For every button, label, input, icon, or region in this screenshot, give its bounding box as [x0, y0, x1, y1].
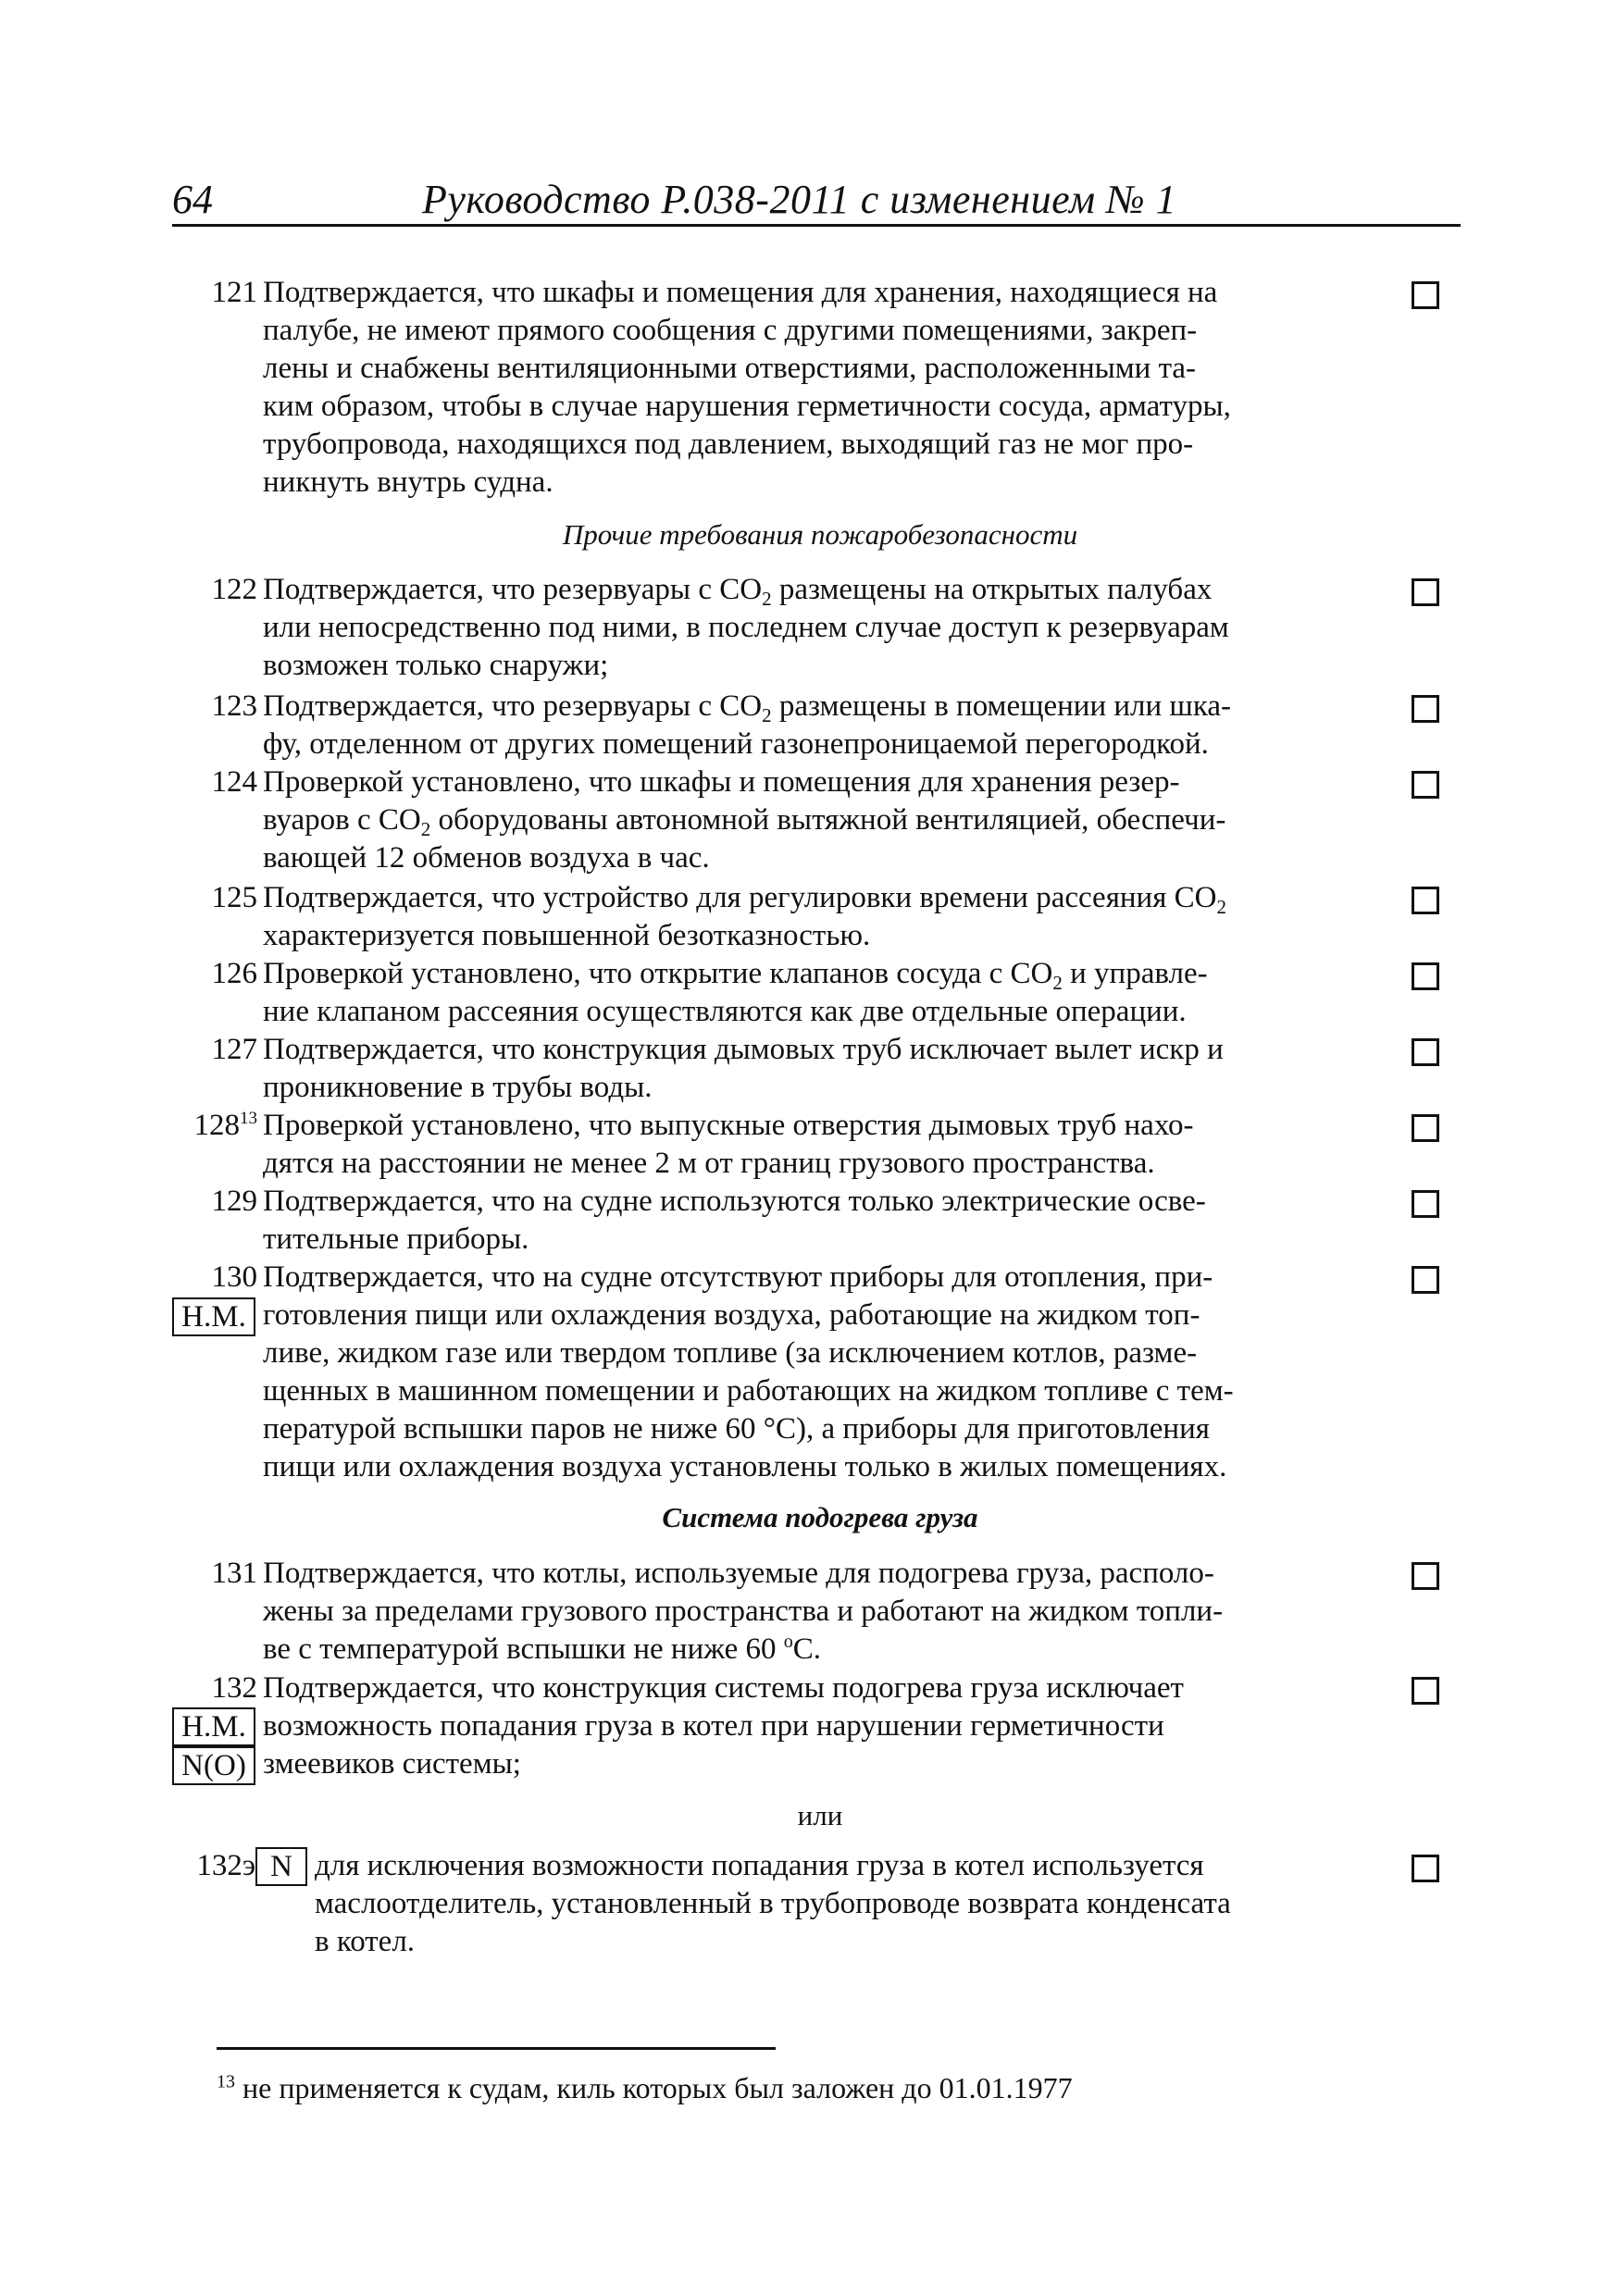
item-text-line: Подтверждается, что котлы, используемые для подогрева груза, располо- — [263, 1557, 1214, 1590]
checklist-item-132e — [172, 1847, 1468, 1961]
checkbox[interactable] — [1412, 1855, 1439, 1882]
item-text-line: фу, отделенном от других помещений газонепроницаемой перегородкой. — [263, 727, 1209, 761]
item-text-line: Подтверждается, что конструкция дымовых труб исключает вылет искр и — [263, 1033, 1224, 1066]
item-text — [257, 879, 1401, 955]
text-part: С. — [792, 1632, 822, 1666]
item-text-line: никнуть внутрь судна. — [263, 465, 554, 499]
text-part: вуаров с CO — [263, 803, 421, 837]
checklist-item-124 — [172, 763, 1468, 877]
n-tag: N — [255, 1847, 307, 1886]
no-tag: N(O) — [172, 1746, 255, 1785]
checklist-item-127 — [172, 1031, 1468, 1107]
item-text-line: тительные приборы. — [263, 1222, 529, 1256]
subscript: 2 — [762, 704, 772, 726]
checkbox[interactable] — [1412, 1038, 1439, 1066]
item-text-line: ливе, жидком газе или твердом топливе (за исключением котлов, разме- — [263, 1336, 1198, 1370]
item-text-line: маслоотделитель, установленный в трубопроводе возврата конденсата — [315, 1887, 1231, 1920]
subscript: 2 — [1052, 972, 1063, 994]
hm-tag: Н.М. — [172, 1297, 255, 1336]
checklist-item-125 — [172, 879, 1468, 955]
item-text — [257, 1259, 1401, 1486]
item-text-line: трубопровода, находящихся под давлением, выходящий газ не мог про- — [263, 428, 1194, 461]
checklist-item-126 — [172, 955, 1468, 1031]
item-text-line: для исключения возможности попадания груза в котел используется — [315, 1849, 1204, 1882]
section-heading: Прочие требования пожаробезопасности — [562, 518, 1078, 551]
item-text-line: пературой вспышки паров не ниже 60 °С), а приборы для приготовления — [263, 1412, 1210, 1446]
checkbox[interactable] — [1412, 887, 1439, 914]
item-number: 132 — [211, 1671, 257, 1705]
superscript: о — [783, 1632, 793, 1652]
item-text-line: возможен только снаружи; — [263, 649, 609, 682]
page-header — [172, 172, 1461, 227]
item-text — [257, 274, 1401, 502]
item-text — [257, 1669, 1401, 1783]
item-number — [172, 1107, 257, 1145]
footnote-ref: 13 — [240, 1109, 257, 1128]
text-part: размещены в помещении или шка- — [771, 689, 1231, 723]
item-text — [257, 688, 1401, 763]
item-text-line: готовления пищи или охлаждения воздуха, работающие на жидком топ- — [263, 1298, 1200, 1332]
item-text-line — [263, 801, 1401, 839]
item-text-line: Проверкой установлено, что шкафы и помещения для хранения резер- — [263, 765, 1180, 799]
checkbox[interactable] — [1412, 1266, 1439, 1294]
hm-tag: Н.М. — [172, 1707, 255, 1746]
checklist-item-132 — [172, 1669, 1468, 1783]
text-part: и управле- — [1062, 957, 1208, 990]
item-text — [257, 1183, 1401, 1259]
item-text — [257, 571, 1401, 685]
item-number: 127 — [211, 1033, 257, 1066]
item-number: 131 — [211, 1557, 257, 1590]
item-number: 130 — [211, 1260, 257, 1294]
item-text-line: проникновение в трубы воды. — [263, 1071, 653, 1104]
subscript: 2 — [1216, 896, 1226, 918]
footnote-divider — [217, 2047, 776, 2050]
item-number: 125 — [211, 881, 257, 914]
checkbox[interactable] — [1412, 578, 1439, 606]
checklist-item-130 — [172, 1259, 1468, 1486]
item-number: 129 — [211, 1185, 257, 1218]
item-text-line: вающей 12 обменов воздуха в час. — [263, 841, 710, 875]
checkbox[interactable] — [1412, 281, 1439, 309]
item-number: 126 — [211, 957, 257, 990]
item-number: 132э — [196, 1849, 255, 1882]
item-number: 121 — [211, 276, 257, 309]
item-text-line: Подтверждается, что на судне используются только электрические осве- — [263, 1185, 1206, 1218]
item-number: 124 — [211, 765, 257, 799]
checklist-item-123 — [172, 688, 1468, 763]
checklist-item-121 — [172, 274, 1468, 502]
item-text-line: или непосредственно под ними, в последнем случае доступ к резервуарам — [263, 611, 1229, 644]
item-text — [257, 1107, 1401, 1183]
checkbox[interactable] — [1412, 1562, 1439, 1590]
text-part: Подтверждается, что резервуары с CO — [263, 689, 763, 723]
page-number: 64 — [172, 177, 213, 222]
checkbox[interactable] — [1412, 771, 1439, 799]
footnote — [217, 2071, 1073, 2105]
item-text-line: возможность попадания груза в котел при нарушении герметичности — [263, 1709, 1164, 1743]
footnote-mark: 13 — [217, 2071, 235, 2092]
section-heading: Система подогрева груза — [662, 1501, 978, 1533]
text-part: оборудованы автономной вытяжной вентиляцией, обеспечи- — [430, 803, 1226, 837]
item-text — [257, 1031, 1401, 1107]
item-text-line: ние клапаном рассеяния осуществляются как две отдельные операции. — [263, 995, 1187, 1028]
checkbox[interactable] — [1412, 695, 1439, 723]
checklist-item-122 — [172, 571, 1468, 685]
checklist-item-129 — [172, 1183, 1468, 1259]
item-text — [257, 763, 1401, 877]
item-text-line: Подтверждается, что конструкция системы подогрева груза исключает — [263, 1671, 1184, 1705]
item-text — [257, 1555, 1401, 1669]
item-number-text: 128 — [193, 1109, 240, 1142]
text-part: Подтверждается, что устройство для регулировки времени рассеяния CO — [263, 881, 1217, 914]
item-text-line: в котел. — [315, 1925, 416, 1958]
item-text-line: Проверкой установлено, что выпускные отверстия дымовых труб нахо- — [263, 1109, 1194, 1142]
item-number: 123 — [211, 689, 257, 723]
footnote-text: не применяется к судам, киль которых был заложен до 01.01.1977 — [235, 2071, 1073, 2104]
item-text-line — [263, 571, 1401, 609]
item-text-line — [263, 688, 1401, 726]
checkbox[interactable] — [1412, 1114, 1439, 1142]
text-part: размещены на открытых палубах — [771, 573, 1213, 606]
item-text-line: Подтверждается, что шкафы и помещения для хранения, находящиеся на — [263, 276, 1218, 309]
text-part: Подтверждается, что резервуары с CO — [263, 573, 763, 606]
checklist-item-128 — [172, 1107, 1468, 1183]
item-text-line: характеризуется повышенной безотказностью. — [263, 919, 871, 952]
checkbox[interactable] — [1412, 1190, 1439, 1218]
item-text-line: ким образом, чтобы в случае нарушения герметичности сосуда, арматуры, — [263, 390, 1231, 423]
checklist-item-131 — [172, 1555, 1468, 1669]
item-text-line — [263, 1631, 1401, 1669]
item-text — [257, 955, 1401, 1031]
or-separator: или — [797, 1799, 843, 1831]
checkbox[interactable] — [1412, 962, 1439, 990]
text-part: ве с температурой вспышки не ниже 60 — [263, 1632, 784, 1666]
item-text-line: дятся на расстоянии не менее 2 м от границ грузового пространства. — [263, 1147, 1155, 1180]
item-text-line: щенных в машинном помещении и работающих на жидком топливе с тем- — [263, 1374, 1234, 1408]
item-text-line: пищи или охлаждения воздуха установлены только в жилых помещениях. — [263, 1450, 1227, 1483]
subscript: 2 — [420, 818, 431, 840]
subscript: 2 — [762, 588, 772, 610]
item-text-line: Подтверждается, что на судне отсутствуют приборы для отопления, при- — [263, 1260, 1213, 1294]
item-text-line: палубе, не имеют прямого сообщения с другими помещениями, закреп- — [263, 314, 1198, 347]
item-text-line — [263, 879, 1401, 917]
item-text-line: змеевиков системы; — [263, 1747, 521, 1781]
item-text-line — [263, 955, 1401, 993]
item-text-line: лены и снабжены вентиляционными отверстиями, расположенными та- — [263, 352, 1197, 385]
page-title: Руководство Р.038-2011 с изменением № 1 — [422, 177, 1177, 222]
text-part: Проверкой установлено, что открытие клапанов сосуда с CO — [263, 957, 1053, 990]
item-number: 122 — [211, 573, 257, 606]
item-text-line: жены за пределами грузового пространства и работают на жидком топли- — [263, 1595, 1224, 1628]
item-text — [309, 1847, 1407, 1961]
checkbox[interactable] — [1412, 1677, 1439, 1705]
